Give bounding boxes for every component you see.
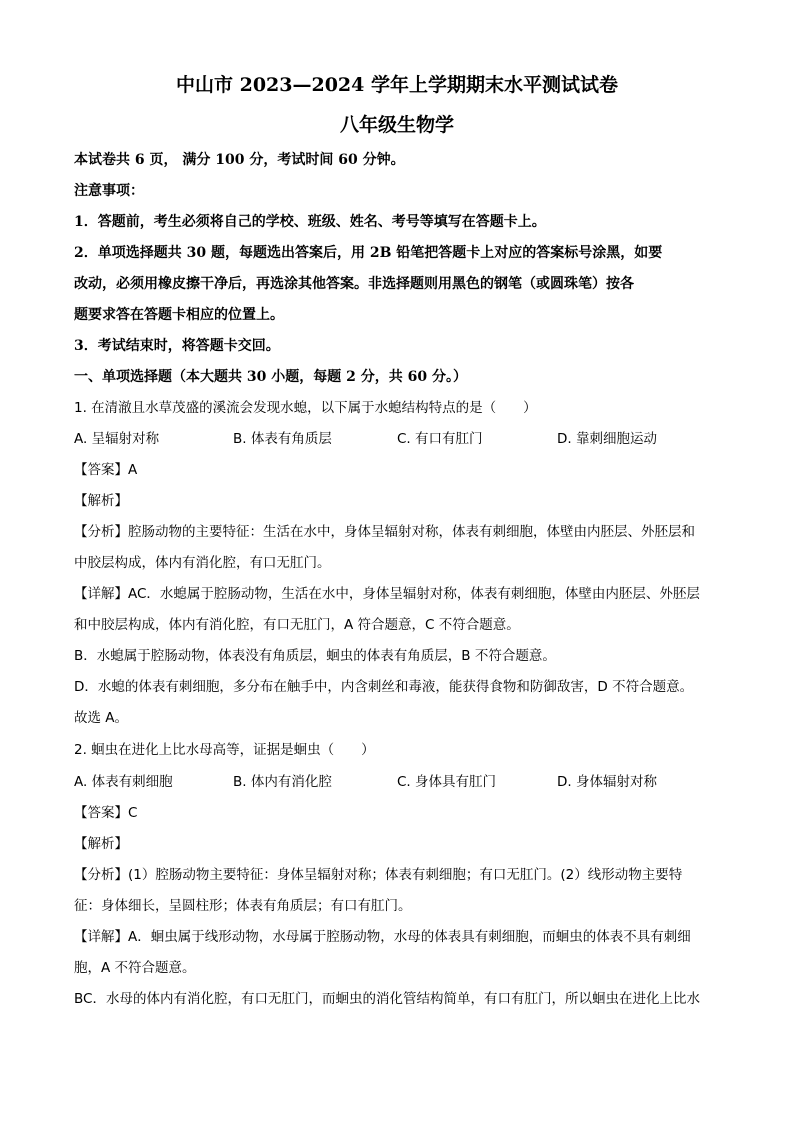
question-2-stem: 2. 蛔虫在进化上比水母高等，证据是蛔虫（ ） (74, 742, 375, 758)
question-2-answer: 【答案】C (74, 805, 138, 821)
notice-item-3: 3．考试结束时，将答题卡交回。 (74, 338, 280, 354)
notice-item-2-line-1: 2．单项选择题共 30 题，每题选出答案后，用 2B 铅笔把答题卡上对应的答案标号涂黑，如要 (74, 245, 663, 261)
question-2-option-d: D. 身体辐射对称 (557, 774, 657, 790)
question-2-option-c: C. 身体具有肛门 (397, 774, 497, 790)
question-2-analysis-label: 【解析】 (74, 836, 128, 852)
question-1-explanation-line: 中胶层构成，体内有消化腔，有口无肛门。 (74, 555, 331, 571)
question-2-explanation-line: 【分析】(1）腔肠动物主要特征：身体呈辐射对称；体表有刺细胞；有口无肛门。(2）线形动物主要特 (74, 867, 683, 883)
question-1-option-c: C. 有口有肛门 (397, 431, 483, 447)
question-1-explanation-line: 故选 A。 (74, 710, 129, 726)
question-1-stem: 1. 在清澈且水草茂盛的溪流会发现水螅，以下属于水螅结构特点的是（ ） (74, 400, 537, 416)
exam-subtitle: 八年级生物学 (339, 114, 454, 136)
question-2-explanation-line: 胞，A 不符合题意。 (74, 960, 196, 976)
question-2-explanation-line: 【详解】A．蛔虫属于线形动物，水母属于腔肠动物，水母的体表具有刺细胞，而蛔虫的体表不具有刺细 (74, 929, 691, 945)
question-2-option-b: B. 体内有消化腔 (233, 774, 332, 790)
question-1-option-d: D. 靠刺细胞运动 (557, 431, 657, 447)
question-1-answer: 【答案】A (74, 462, 138, 478)
question-1-explanation-line: D．水螅的体表有刺细胞，多分布在触手中，内含刺丝和毒液，能获得食物和防御敌害，D 不符合题意。 (74, 679, 694, 695)
notice-item-2-line-3: 题要求答在答题卡相应的位置上。 (74, 307, 284, 323)
question-1-explanation-line: B．水螅属于腔肠动物，体表没有角质层，蛔虫的体表有角质层，B 不符合题意。 (74, 648, 556, 664)
question-1-explanation-line: 【分析】腔肠动物的主要特征：生活在水中，身体呈辐射对称，体表有刺细胞，体壁由内胚层、外胚层和 (74, 524, 695, 540)
question-1-option-a: A. 呈辐射对称 (74, 431, 160, 447)
notice-heading: 注意事项： (74, 183, 144, 199)
exam-info-line: 本试卷共 6 页， 满分 100 分，考试时间 60 分钟。 (74, 152, 405, 168)
question-2-explanation-line: 征：身体细长，呈圆柱形；体表有角质层；有口有肛门。 (74, 898, 412, 914)
notice-item-2-line-2: 改动，必须用橡皮擦干净后，再选涂其他答案。非选择题则用黑色的钢笔（或圆珠笔）按各 (74, 276, 634, 292)
question-2-option-a: A. 体表有刺细胞 (74, 774, 173, 790)
notice-item-1: 1．答题前，考生必须将自己的学校、班级、姓名、考号等填写在答题卡上。 (74, 214, 546, 230)
question-1-analysis-label: 【解析】 (74, 493, 128, 509)
section-heading: 一、单项选择题（本大题共 30 小题，每题 2 分，共 60 分。） (74, 369, 467, 385)
exam-title: 中山市 2023—2024 学年上学期期末水平测试试卷 (176, 74, 618, 96)
question-1-explanation-line: 【详解】AC．水螅属于腔肠动物，生活在水中，身体呈辐射对称，体表有刺细胞，体壁由内胚层、外胚层 (74, 586, 700, 602)
question-1-option-b: B. 体表有角质层 (233, 431, 332, 447)
question-1-explanation-line: 和中胶层构成，体内有消化腔，有口无肛门，A 符合题意，C 不符合题意。 (74, 617, 520, 633)
question-2-explanation-line: BC．水母的体内有消化腔，有口无肛门，而蛔虫的消化管结构简单，有口有肛门，所以蛔虫在进化上比水 (74, 991, 700, 1007)
